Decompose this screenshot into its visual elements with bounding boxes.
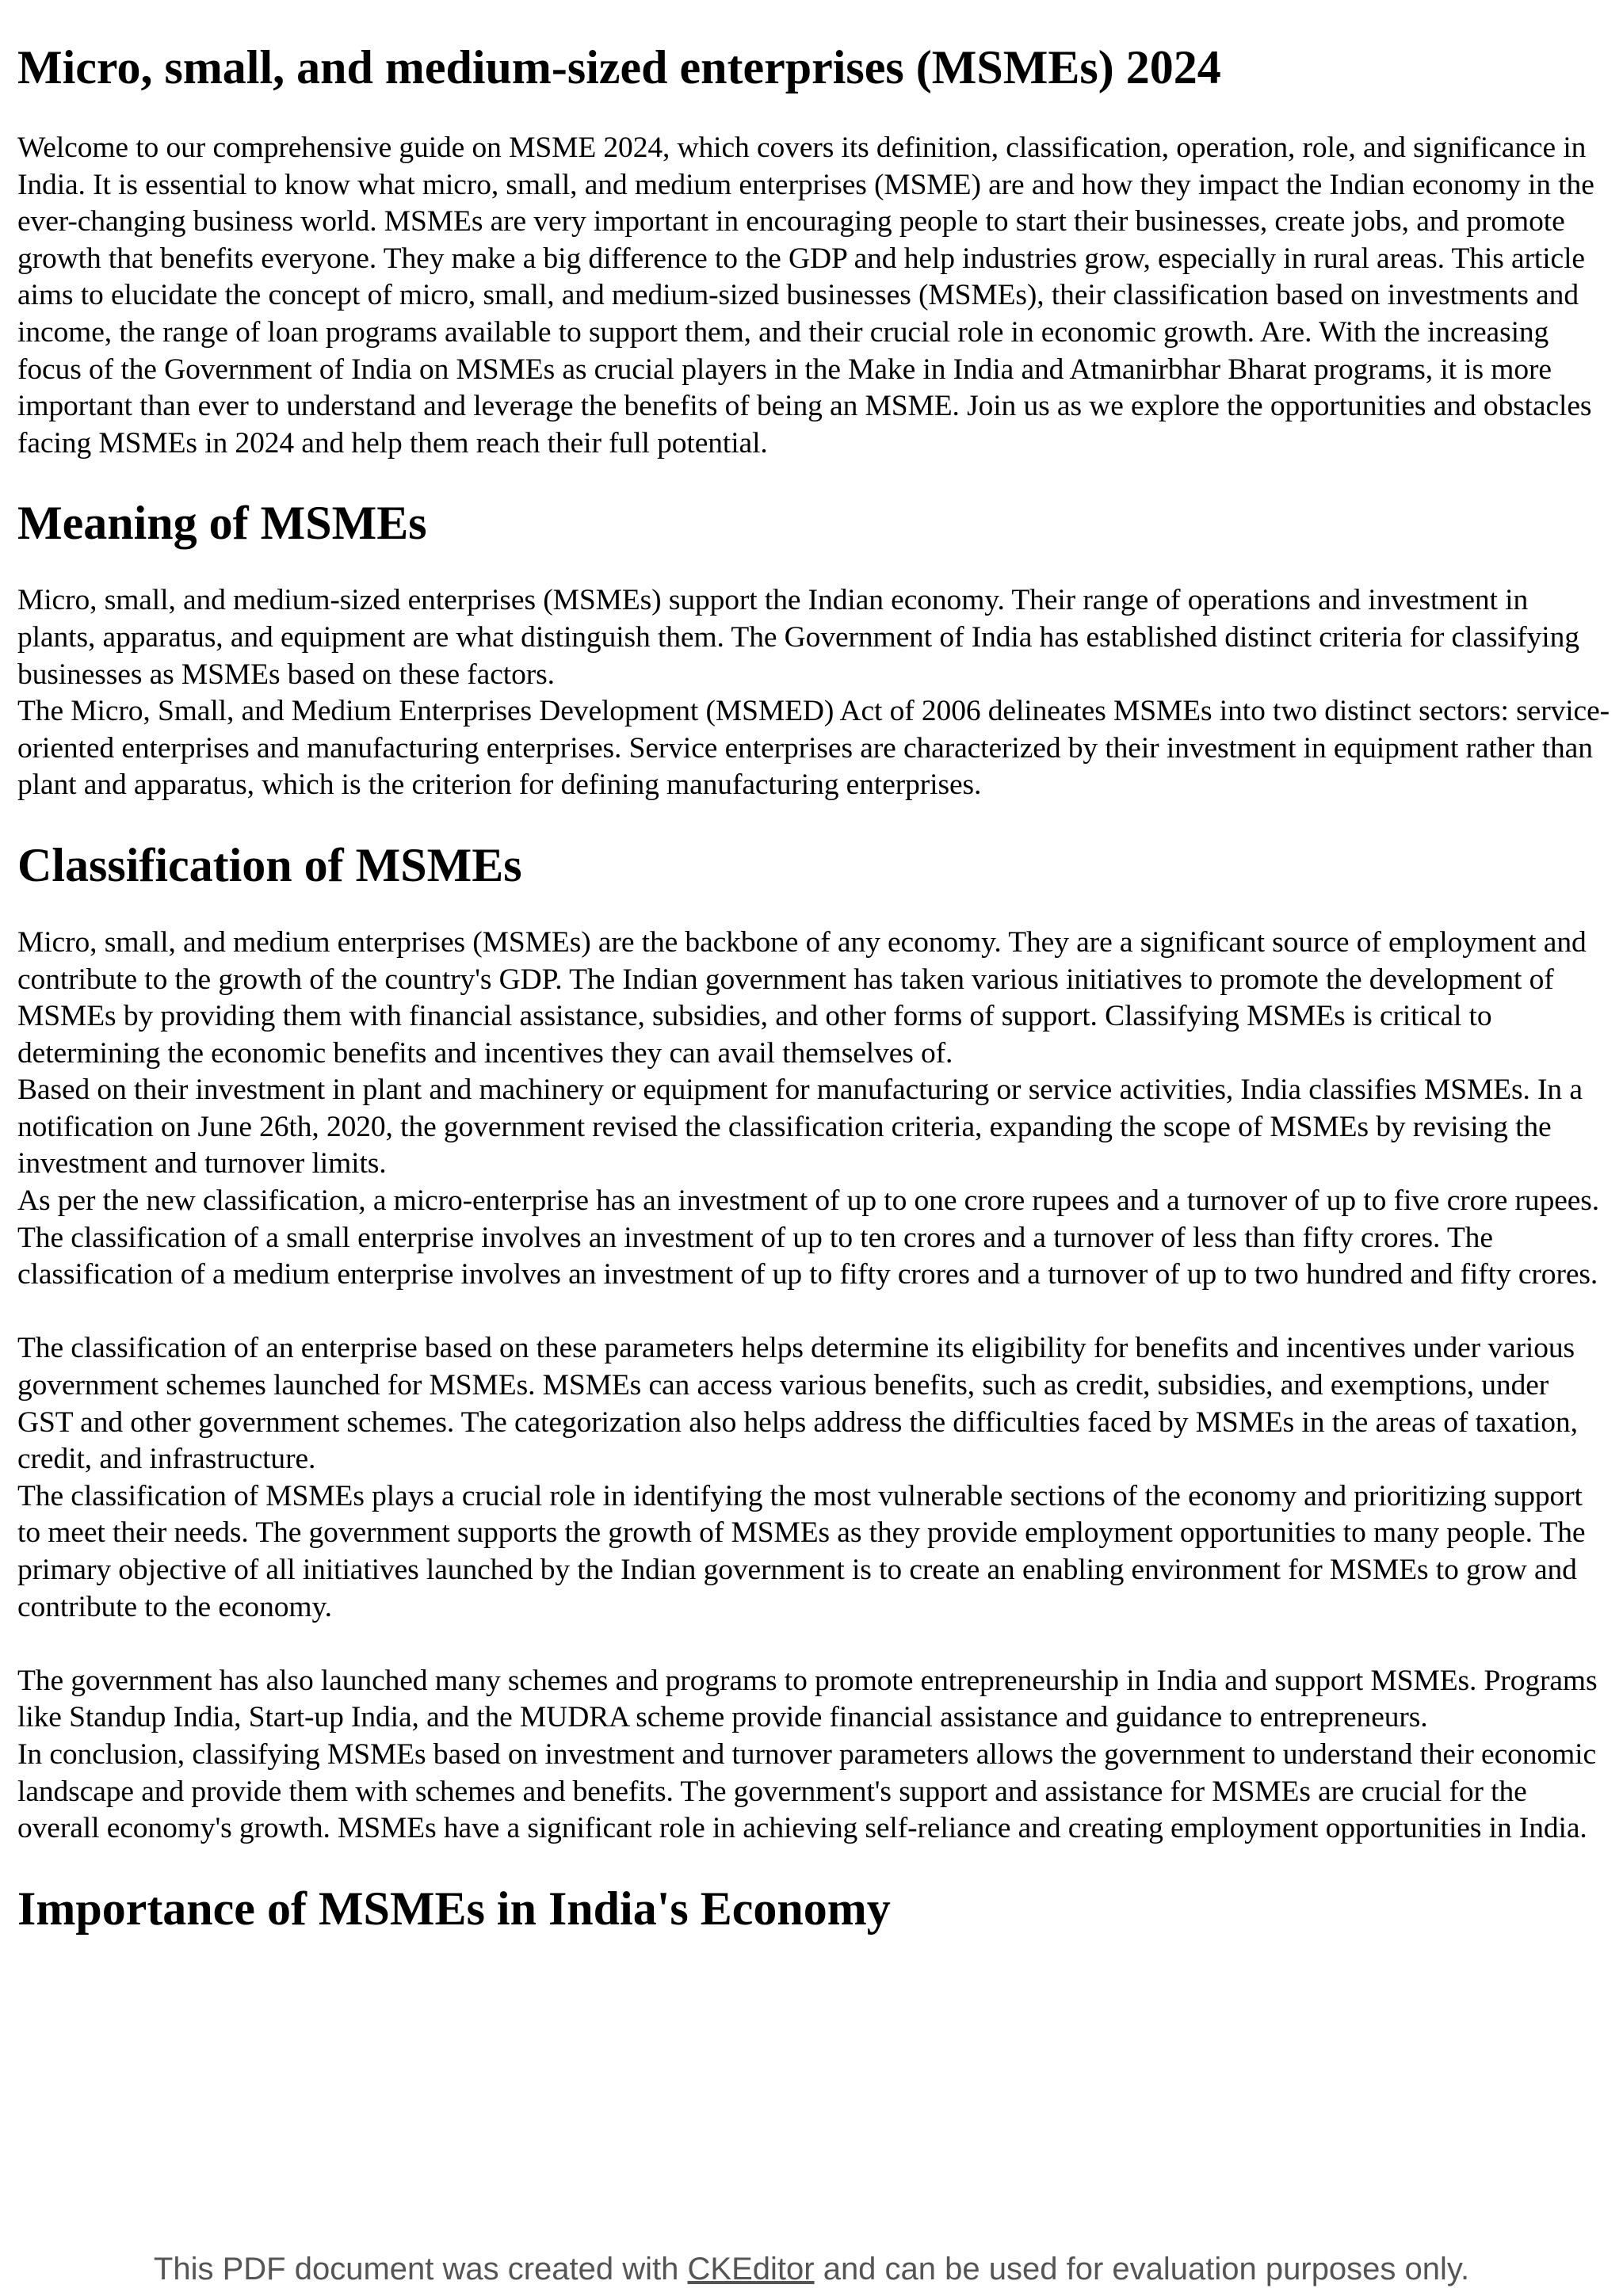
ckeditor-link[interactable]: CKEditor [687,2252,815,2286]
paragraph: Based on their investment in plant and machinery or equipment for manufacturing or service activities, India classifies MSMEs. In a notification on June 26th, 2020, the government revised the classification criteria, expanding the scope of MSMEs by revising the investment and turnover limits. [17,1074,1583,1180]
footer-suffix: and can be used for evaluation purposes only. [814,2252,1470,2286]
paragraph: Micro, small, and medium-sized enterprises (MSMEs) support the Indian economy. Their range of operations and investment in plants, apparatus, and equipment are what distinguish them. The Government of India has established distinct criteria for classifying businesses as MSMEs based on these factors. [17,584,1579,691]
section-body-meaning [17,582,1610,804]
section-body-classification [17,925,1610,1848]
paragraph-gap [17,1626,1610,1663]
paragraph: The classification of MSMEs plays a crucial role in identifying the most vulnerable sections of the economy and prioritizing support to meet their needs. The government supports the growth of MSMEs as they provide employment opportunities to many people. The primary objective of all initiatives launched by the Indian government is to create an enabling environment for MSMEs to grow and contribute to the economy. [17,1479,1586,1623]
intro-paragraph: Welcome to our comprehensive guide on MSME 2024, which covers its definition, classification, operation, role, and significance in India. It is essential to know what micro, small, and medium enterprises (MSME) are and how they impact the Indian economy in the ever-changing business world. MSMEs are very important in encouraging people to start their businesses, create jobs, and promote growth that benefits everyone. They make a big difference to the GDP and help industries grow, especially in rural areas. This article aims to elucidate the concept of micro, small, and medium-sized businesses (MSMEs), their classification based on investments and income, the range of loan programs available to support them, and their crucial role in economic growth. Are. With the increasing focus of the Government of India on MSMEs as crucial players in the Make in India and Atmanirbhar Bharat programs, it is more important than ever to understand and leverage the benefits of being an MSME. Join us as we explore the opportunities and obstacles facing MSMEs in 2024 and help them reach their full potential. [17,132,1594,460]
paragraph: The government has also launched many schemes and programs to promote entrepreneurship in India and support MSMEs. Programs like Standup India, Start-up India, and the MUDRA scheme provide financial assistance and guidance to entrepreneurs. [17,1664,1598,1734]
paragraph: Micro, small, and medium enterprises (MSMEs) are the backbone of any economy. They are a significant source of employment and contribute to the growth of the country's GDP. The Indian government has taken various initiatives to promote the development of MSMEs by providing them with financial assistance, subsidies, and other forms of support. Classifying MSMEs is critical to determining the economic benefits and incentives they can avail themselves of. [17,925,1587,1070]
footer-prefix: This PDF document was created with [153,2252,688,2286]
pdf-footer-notice [0,2250,1623,2288]
section-heading-classification: Classification of MSMEs [17,838,522,891]
document-page [17,0,1610,1936]
paragraph: In conclusion, classifying MSMEs based on investment and turnover parameters allows the government to understand their economic landscape and provide them with schemes and benefits. The government's support and assistance for MSMEs are crucial for the overall economy's growth. MSMEs have a significant role in achieving self-reliance and creating employment opportunities in India. [17,1737,1597,1845]
paragraph: As per the new classification, a micro-enterprise has an investment of up to one crore rupees and a turnover of up to five crore rupees. The classification of a small enterprise involves an investment of up to ten crores and a turnover of less than fifty crores. The classification of a medium enterprise involves an investment of up to fifty crores and a turnover of up to two hundred and fifty crores. [17,1184,1600,1291]
paragraph-gap [17,1294,1610,1331]
section-heading-importance: Importance of MSMEs in India's Economy [17,1882,891,1935]
section-heading-meaning: Meaning of MSMEs [17,497,427,550]
paragraph: The Micro, Small, and Medium Enterprises Development (MSMED) Act of 2006 delineates MSMEs into two distinct sectors: service-oriented enterprises and manufacturing enterprises. Service enterprises are characterized by their investment in equipment rather than plant and apparatus, which is the criterion for defining manufacturing enterprises. [17,695,1610,802]
page-title: Micro, small, and medium-sized enterprises (MSMEs) 2024 [17,41,1221,93]
paragraph: The classification of an enterprise based on these parameters helps determine its eligibility for benefits and incentives under various government schemes launched for MSMEs. MSMEs can access various benefits, such as credit, subsidies, and exemptions, under GST and other government schemes. The categorization also helps address the difficulties faced by MSMEs in the areas of taxation, credit, and infrastructure. [17,1332,1578,1476]
